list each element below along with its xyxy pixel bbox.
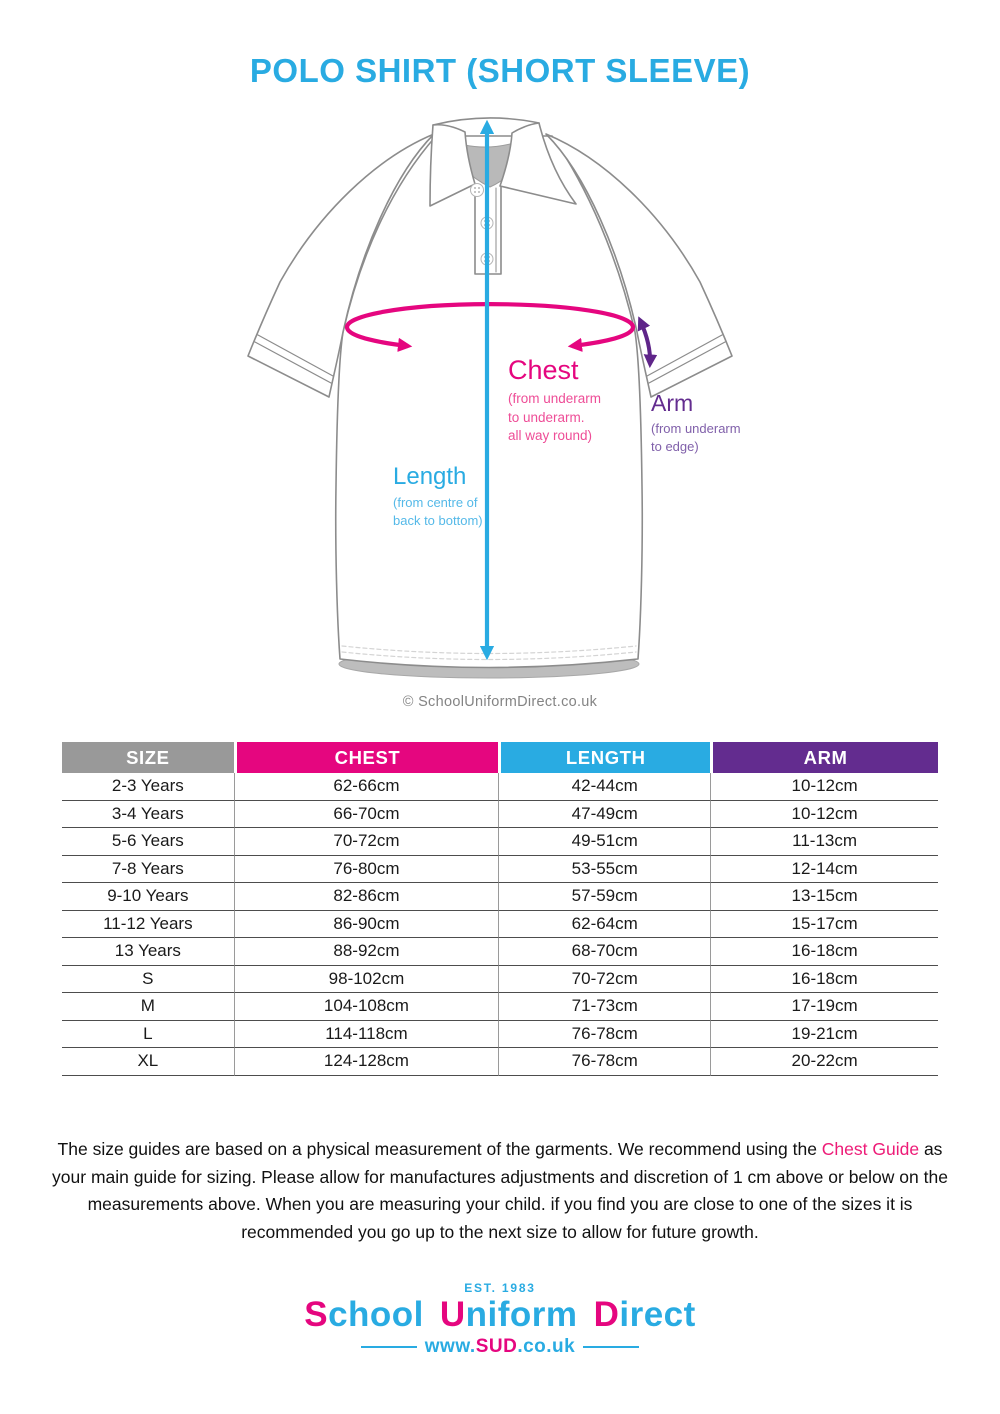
table-cell: 19-21cm [710,1021,938,1049]
arm-measure-note: (from underarm to edge) [651,421,741,454]
table-row [62,966,938,994]
table-cell: 88-92cm [234,938,499,966]
table-row [62,911,938,939]
table-row [62,1021,938,1049]
chest-measure-label: Chest [508,355,579,385]
table-cell: 68-70cm [498,938,710,966]
table-cell: 86-90cm [234,911,499,939]
dash-line [583,1346,639,1348]
table-header-row [62,742,938,773]
table-cell: 3-4 Years [62,801,234,829]
table-cell: 12-14cm [710,856,938,884]
table-row [62,856,938,884]
table-cell: 20-22cm [710,1048,938,1076]
table-cell: 16-18cm [710,938,938,966]
table-cell: 76-78cm [498,1021,710,1049]
table-cell: 124-128cm [234,1048,499,1076]
table-cell: 17-19cm [710,993,938,1021]
table-cell: 13 Years [62,938,234,966]
length-measure-note: (from centre of back to bottom) [393,495,483,528]
table-cell: 7-8 Years [62,856,234,884]
sizing-note-paragraph [46,1136,954,1246]
table-cell: 11-12 Years [62,911,234,939]
table-cell: 16-18cm [710,966,938,994]
table-cell: 76-80cm [234,856,499,884]
table-cell: 10-12cm [710,773,938,801]
table-row [62,828,938,856]
table-cell: 10-12cm [710,801,938,829]
table-cell: S [62,966,234,994]
table-cell: M [62,993,234,1021]
table-row [62,883,938,911]
table-cell: 98-102cm [234,966,499,994]
copyright-text: © SchoolUniformDirect.co.uk [402,694,598,710]
table-cell: 13-15cm [710,883,938,911]
arm-measure-label: Arm [651,390,694,416]
table-cell: 5-6 Years [62,828,234,856]
header-chest: CHEST [234,742,499,773]
note-text: as your main guide for sizing. Please allow for manufactures adjustments and discretion of 1 cm above or below on the measurements above. When you are measuring your child. if you find you are close to one of the sizes it is recommended you go up to the next size to allow for future growth. [52,1139,948,1242]
table-cell: 49-51cm [498,828,710,856]
table-cell: 47-49cm [498,801,710,829]
header-arm: ARM [710,742,938,773]
table-row [62,1048,938,1076]
table-cell: 42-44cm [498,773,710,801]
table-cell: 53-55cm [498,856,710,884]
dash-line [361,1346,417,1348]
table-cell: 2-3 Years [62,773,234,801]
chest-guide-highlight: Chest Guide [821,1139,920,1159]
table-cell: XL [62,1048,234,1076]
table-row [62,801,938,829]
table-cell: 71-73cm [498,993,710,1021]
size-chart-table [62,742,938,1076]
table-cell: 104-108cm [234,993,499,1021]
table-cell: 66-70cm [234,801,499,829]
logo-url: www. SUD .co.uk [0,1336,1000,1358]
table-cell: 11-13cm [710,828,938,856]
logo-wordmark: School Uniform Direct [304,1295,696,1334]
table-cell: 70-72cm [498,966,710,994]
table-cell: 82-86cm [234,883,499,911]
table-cell: L [62,1021,234,1049]
page-title: POLO SHIRT (SHORT SLEEVE) [249,52,751,89]
header-length: LENGTH [498,742,710,773]
table-row [62,773,938,801]
table-cell: 70-72cm [234,828,499,856]
table-cell: 15-17cm [710,911,938,939]
table-cell: 62-66cm [234,773,499,801]
table-row [62,938,938,966]
table-cell: 57-59cm [498,883,710,911]
logo-est-text: EST. 1983 [464,1281,536,1295]
table-cell: 62-64cm [498,911,710,939]
table-cell: 76-78cm [498,1048,710,1076]
header-size: SIZE [62,742,234,773]
chest-measure-note: (from underarm to underarm. all way round) [508,391,602,443]
table-row [62,993,938,1021]
table-cell: 114-118cm [234,1021,499,1049]
table-cell: 9-10 Years [62,883,234,911]
note-text: The size guides are based on a physical measurement of the garments. We recommend using the [57,1139,822,1159]
length-measure-label: Length [393,463,467,490]
brand-logo [0,1281,1000,1358]
